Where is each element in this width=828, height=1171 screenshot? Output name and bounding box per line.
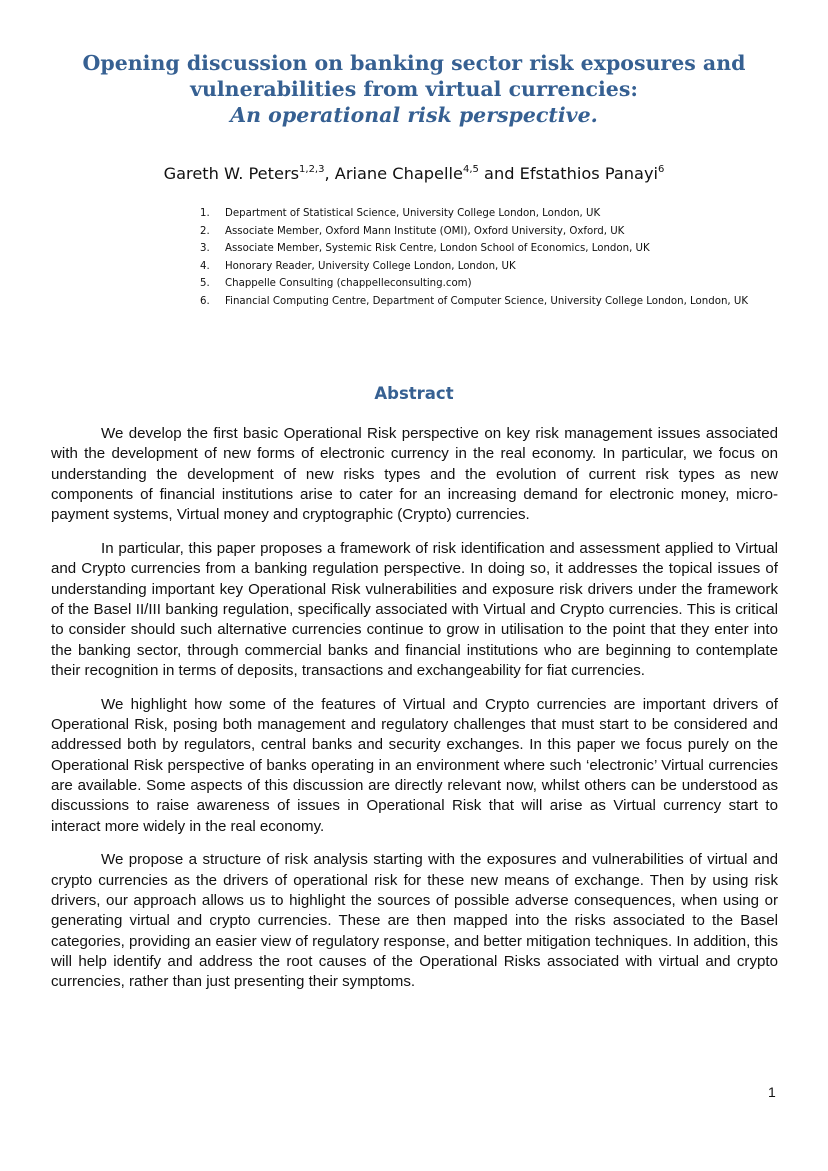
abstract-heading: Abstract: [374, 384, 454, 403]
author-name: , Ariane Chapelle: [324, 164, 463, 183]
author-affiliation-marker: 6: [658, 164, 665, 175]
affiliation-item: [200, 276, 748, 294]
affiliation-list: [200, 206, 748, 312]
page-number: 1: [768, 1084, 776, 1100]
affiliation-number: 5.: [200, 278, 210, 290]
affiliation-number: 1.: [200, 208, 210, 219]
title-subtitle: An operational risk perspective.: [230, 103, 598, 127]
affiliation-number: 3.: [200, 243, 210, 255]
abstract-paragraph: We propose a structure of risk analysis starting with the exposures and vulnerabilities of virtual and crypto currencies as the drivers of operational risk for these new means of exchange. Then by using risk drivers, our approach allows us to highlight the sources of possible adverse consequences, when using or generating virtual and crypto currencies. These are then mapped into the risks associated to the Basel categories, providing an easier view of regulatory response, and better mitigation techniques. In addition, this will help identify and address the root causes of the Operational Risks associated with virtual and crypto currencies, rather than just presenting their symptoms.: [51, 851, 778, 991]
affiliation-text: Department of Statistical Science, University College London, London, UK: [225, 208, 601, 219]
affiliation-text: Associate Member, Oxford Mann Institute (OMI), Oxford University, Oxford, UK: [225, 225, 625, 237]
affiliation-item: [200, 294, 748, 312]
affiliation-number: 6.: [200, 295, 210, 307]
affiliation-item: [200, 224, 748, 242]
affiliation-text: Chappelle Consulting (chappelleconsulting.com): [225, 278, 472, 290]
author-affiliation-marker: 4,5: [462, 164, 479, 175]
affiliation-text: Honorary Reader, University College London, London, UK: [225, 260, 516, 272]
title-line-1: Opening discussion on banking sector risk exposures and: [82, 51, 746, 75]
author-list: [60, 164, 768, 183]
abstract-paragraph: We highlight how some of the features of Virtual and Crypto currencies are important drivers of Operational Risk, posing both management and regulatory challenges that must start to be considered and addressed both by regulators, central banks and security exchanges. In this paper we focus purely on the Operational Risk perspective of banks operating in an environment where such ‘electronic’ Virtual currencies are available. Some aspects of this discussion are directly relevant now, whilst others can be understood as discussions to raise awareness of issues in Operational Risk that will arise as Virtual currency start to interact more widely in the real economy.: [51, 695, 778, 835]
paper-title: [60, 50, 768, 128]
abstract-body: [51, 424, 778, 1006]
author-affiliation-marker: 1,2,3: [299, 164, 325, 175]
affiliation-number: 4.: [200, 260, 210, 272]
affiliation-item: [200, 259, 748, 277]
affiliation-item: [200, 206, 748, 224]
affiliation-text: Associate Member, Systemic Risk Centre, London School of Economics, London, UK: [225, 243, 650, 255]
affiliation-text: Financial Computing Centre, Department of Computer Science, University College London, London, UK: [225, 295, 749, 307]
author-name: Gareth W. Peters: [163, 164, 300, 183]
author-name: and Efstathios Panayi: [478, 164, 659, 183]
affiliation-number: 2.: [200, 225, 210, 237]
title-line-2: vulnerabilities from virtual currencies:: [190, 77, 638, 101]
abstract-paragraph: We develop the first basic Operational Risk perspective on key risk management issues associated with the development of new forms of electronic currency in the real economy. In particular, we focus on understanding the development of new risks types and the evolution of current risk types as new components of financial institutions arise to cater for an increasing demand for electronic money, micro-payment systems, Virtual money and cryptographic (Crypto) currencies.: [51, 425, 778, 524]
abstract-paragraph: In particular, this paper proposes a framework of risk identification and assessment applied to Virtual and Crypto currencies from a banking regulation perspective. In doing so, it addresses the topical issues of understanding important key Operational Risk vulnerabilities and exposure risk drivers under the framework of the Basel II/III banking regulation, specifically associated with Virtual and Crypto currencies. This is critical to consider should such alternative currencies continue to grow in utilisation to the point that they enter into the banking sector, through commercial banks and financial institutions who are beginning to contemplate their recognition in terms of deposits, transactions and exchangeability for fiat currencies.: [51, 540, 778, 679]
affiliation-item: [200, 241, 748, 259]
